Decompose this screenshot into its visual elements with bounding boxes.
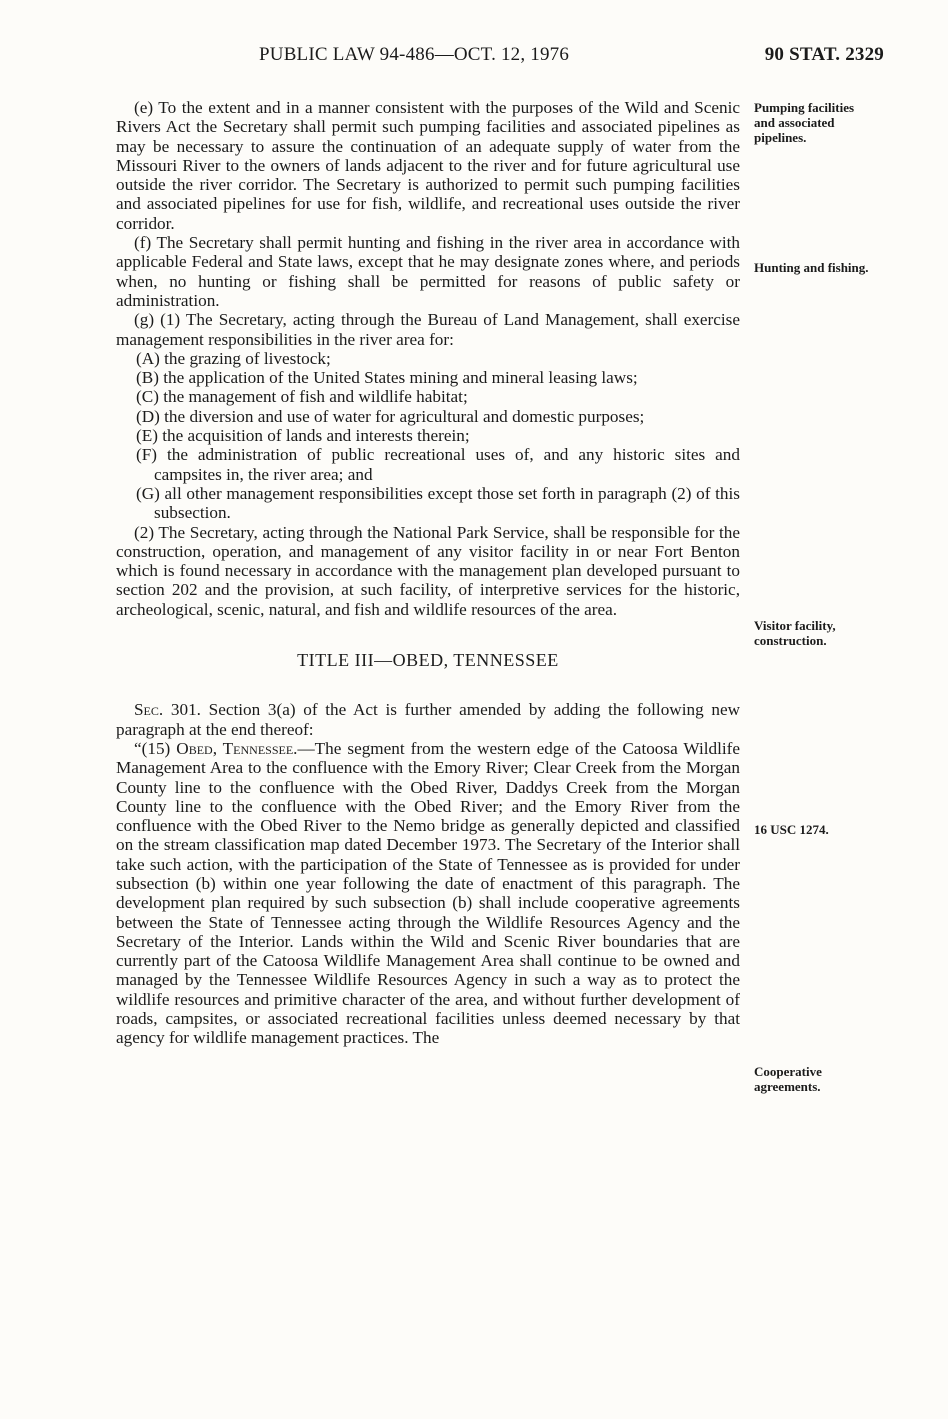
margin-note-hunting: Hunting and fishing. xyxy=(754,260,869,275)
list-item-d: (D) the diversion and use of water for agricultural and domestic purposes; xyxy=(136,406,645,426)
paragraph-15-text: —The segment from the western edge of the Catoosa Wildlife Management Area to the confluence with the Emory River; Clear Creek from the Morgan County line to the confluence with the Obed River, Daddys Creek from the Morgan County line to the confluence with the Obed River; and the Emory River from the confluence with the Obed River to the Nemo bridge as generally depicted and classified on the stream classification map dated December 1973. The Secretary of the Interior shall take such action, with the participation of the State of Tennessee as is provided for under subsection (b) within one year following the date of enactment of this paragraph. The development plan required by such subsection (b) shall include cooperative agreements between the State of Tennessee acting through the Wildlife Resources Agency and the Secretary of the Interior. Lands within the Wild and Scenic River boundaries that are currently part of the Catoosa Wildlife Management Area shall continue to be owned and managed by the Tennessee Wildlife Resources Agency in such a way as to protect the wildlife resources and primitive character of the area, and without further development of roads, campsites, or associated recreational facilities unless deemed necessary by that agency for wildlife management practices. The xyxy=(116,738,740,1048)
section-label: Sec. xyxy=(134,700,164,720)
statute-page-number: 90 STAT. 2329 xyxy=(764,44,884,65)
body-text xyxy=(116,98,740,1048)
list-item-e: (E) the acquisition of lands and interests therein; xyxy=(136,426,470,446)
list-item-c: (C) the management of fish and wildlife habitat; xyxy=(136,387,468,407)
margin-note-usc: 16 USC 1274. xyxy=(754,822,829,837)
running-title: PUBLIC LAW 94-486—OCT. 12, 1976 xyxy=(259,44,570,65)
list-item-b: (B) the application of the United States mining and mineral leasing laws; xyxy=(136,368,638,388)
list-item-g: (G) all other management responsibilities except those set forth in paragraph (2) of this subsection. xyxy=(136,483,740,523)
margin-note-pumping: Pumping facilities and associated pipelines. xyxy=(754,100,855,145)
paragraph-15 xyxy=(116,739,740,1048)
title-iii-heading: TITLE III—OBED, TENNESSEE xyxy=(297,650,559,671)
paragraph-g1: (g) (1) The Secretary, acting through the Bureau of Land Management, shall exercise management responsibilities in the river area for: xyxy=(116,310,740,349)
margin-note-visitor: Visitor facility, construction. xyxy=(754,618,836,648)
section-301 xyxy=(116,700,740,739)
paragraph-15-number: “(15) xyxy=(134,738,171,758)
paragraph-e: (e) To the extent and in a manner consistent with the purposes of the Wild and Scenic Rivers Act the Secretary shall permit such pumping facilities and associated pipelines as may be necessary to assure the continuation of an adequate supply of water from the Missouri River to the owners of lands adjacent to the river and for future agricultural use outside the river corridor. The Secretary is authorized to permit such pumping facilities and associated pipelines for use for fish, wildlife, and recreational uses outside the river corridor. xyxy=(116,98,740,233)
section-301-text: 301. Section 3(a) of the Act is further amended by adding the following new paragraph at the end thereof: xyxy=(116,700,740,739)
paragraph-g2: (2) The Secretary, acting through the National Park Service, shall be responsible for the construction, operation, and management of any visitor facility in or near Fort Benton which is found necessary in accordance with the management plan developed pursuant to section 202 and the provision, at such facility, of interpretive services for the historic, archeological, scenic, natural, and fish and wildlife resources of the area. xyxy=(116,522,740,619)
paragraph-f: (f) The Secretary shall permit hunting and fishing in the river area in accordance with applicable Federal and State laws, except that he may designate zones where, and periods when, no hunting or fishing shall be permitted for reasons of public safety or administration. xyxy=(116,233,740,310)
paragraph-15-heading: Obed, Tennessee. xyxy=(176,738,298,758)
list-item-a: (A) the grazing of livestock; xyxy=(136,348,331,368)
page-header xyxy=(116,44,884,74)
list-item-f: (F) the administration of public recreational uses of, and any historic sites and campsites in, the river area; and xyxy=(136,445,740,484)
margin-note-cooperative: Cooperative agreements. xyxy=(754,1064,822,1094)
